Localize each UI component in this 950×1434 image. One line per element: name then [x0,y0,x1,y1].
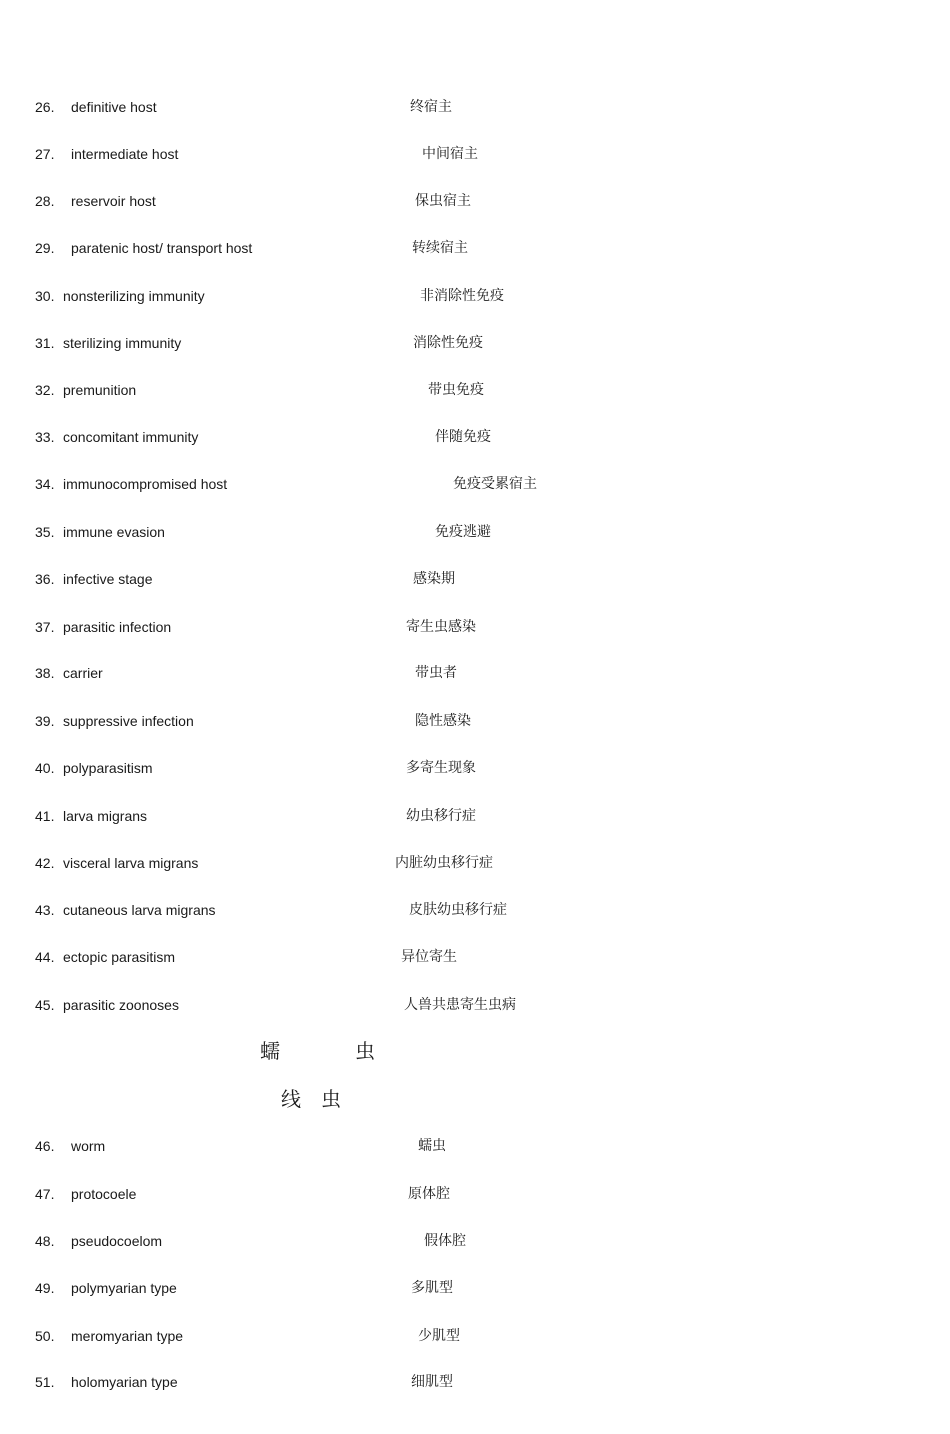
term-chinese: 幼虫移行症 [406,808,476,824]
term-chinese: 多肌型 [411,1280,453,1296]
section-heading-worm-char1: 蠕 [260,1039,280,1063]
term-number: 30. [35,288,55,304]
term-chinese: 感染期 [413,571,455,587]
term-row-29 [0,238,950,258]
term-chinese: 免疫受累宿主 [453,476,537,492]
term-number: 44. [35,949,55,965]
term-row-36 [0,569,950,589]
term-english: larva migrans [63,808,148,824]
term-number: 38. [35,665,55,681]
term-row-31 [0,333,950,353]
term-row-30 [0,286,950,306]
term-english: suppressive infection [63,713,194,729]
term-number: 47. [35,1186,55,1202]
term-english: paratenic host/ transport host [71,240,253,256]
term-english: visceral larva migrans [63,855,199,871]
term-english: pseudocoelom [71,1233,163,1249]
term-number: 50. [35,1328,55,1344]
term-english: intermediate host [71,146,179,162]
term-chinese: 异位寄生 [401,949,457,965]
term-chinese: 转续宿主 [412,240,468,256]
term-english: meromyarian type [71,1328,184,1344]
term-chinese: 多寄生现象 [406,760,476,776]
term-number: 29. [35,240,55,256]
term-number: 42. [35,855,55,871]
term-chinese: 伴随免疫 [435,429,491,445]
term-english: premunition [63,382,137,398]
term-row-45 [0,995,950,1015]
term-row-46 [0,1136,950,1156]
term-english: polyparasitism [63,760,153,776]
term-number: 45. [35,997,55,1013]
term-row-38 [0,663,950,683]
term-english: parasitic zoonoses [63,997,179,1013]
term-number: 32. [35,382,55,398]
term-number: 43. [35,902,55,918]
term-row-28 [0,191,950,211]
term-number: 26. [35,99,55,115]
section-heading-nematode: 线 虫 [281,1087,341,1111]
term-english: holomyarian type [71,1374,178,1390]
term-number: 37. [35,619,55,635]
term-row-50 [0,1326,950,1346]
term-english: reservoir host [71,193,156,209]
term-chinese: 寄生虫感染 [406,619,476,635]
term-chinese: 免疫逃避 [435,524,491,540]
term-chinese: 皮肤幼虫移行症 [409,902,507,918]
term-number: 33. [35,429,55,445]
term-row-47 [0,1184,950,1204]
term-row-39 [0,711,950,731]
term-row-26 [0,97,950,117]
term-number: 35. [35,524,55,540]
term-row-37 [0,617,950,637]
term-row-44 [0,947,950,967]
term-chinese: 非消除性免疫 [420,288,504,304]
term-chinese: 隐性感染 [415,713,471,729]
term-chinese: 带虫者 [415,665,457,681]
term-row-34 [0,474,950,494]
term-row-40 [0,758,950,778]
term-row-49 [0,1278,950,1298]
term-number: 41. [35,808,55,824]
term-english: sterilizing immunity [63,335,182,351]
term-english: definitive host [71,99,157,115]
term-row-42 [0,853,950,873]
term-number: 34. [35,476,55,492]
term-english: immune evasion [63,524,165,540]
term-english: ectopic parasitism [63,949,176,965]
term-number: 39. [35,713,55,729]
term-chinese: 细肌型 [411,1374,453,1390]
term-english: protocoele [71,1186,137,1202]
term-english: concomitant immunity [63,429,199,445]
term-number: 48. [35,1233,55,1249]
term-row-27 [0,144,950,164]
term-number: 49. [35,1280,55,1296]
term-chinese: 少肌型 [418,1328,460,1344]
term-row-51 [0,1372,950,1392]
term-english: carrier [63,665,103,681]
term-chinese: 人兽共患寄生虫病 [404,997,516,1013]
term-english: polymyarian type [71,1280,177,1296]
term-number: 28. [35,193,55,209]
term-number: 31. [35,335,55,351]
term-english: cutaneous larva migrans [63,902,216,918]
term-english: infective stage [63,571,153,587]
term-number: 40. [35,760,55,776]
term-number: 46. [35,1138,55,1154]
term-row-41 [0,806,950,826]
term-row-33 [0,427,950,447]
term-chinese: 中间宿主 [422,146,478,162]
term-english: nonsterilizing immunity [63,288,205,304]
term-row-48 [0,1231,950,1251]
term-chinese: 内脏幼虫移行症 [395,855,493,871]
term-chinese: 假体腔 [424,1233,466,1249]
term-number: 36. [35,571,55,587]
term-row-32 [0,380,950,400]
term-chinese: 保虫宿主 [415,193,471,209]
term-chinese: 带虫免疫 [428,382,484,398]
term-english: immunocompromised host [63,476,228,492]
term-row-43 [0,900,950,920]
term-chinese: 消除性免疫 [413,335,483,351]
term-number: 27. [35,146,55,162]
term-english: parasitic infection [63,619,172,635]
term-number: 51. [35,1374,55,1390]
term-row-35 [0,522,950,542]
term-chinese: 原体腔 [408,1186,450,1202]
section-heading-worm-char2: 虫 [355,1039,375,1063]
term-chinese: 终宿主 [410,99,452,115]
term-english: worm [71,1138,106,1154]
term-chinese: 蠕虫 [418,1138,446,1154]
